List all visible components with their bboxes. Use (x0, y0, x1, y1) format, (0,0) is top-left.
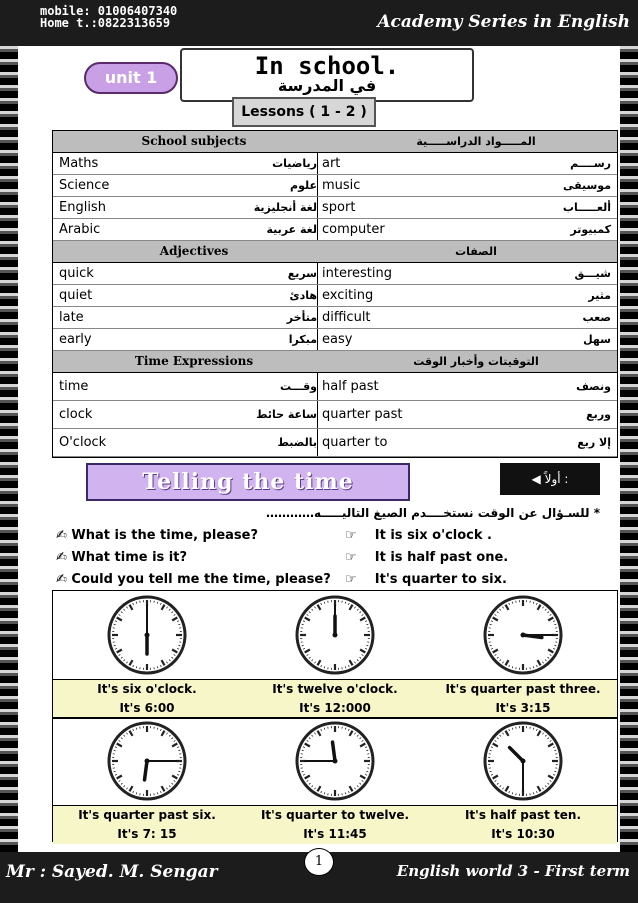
clock-caption: It's quarter past six. (53, 805, 241, 824)
section-title-en: Adjectives (159, 244, 229, 258)
english-word: late (59, 310, 84, 325)
series-title: Academy Series in English (377, 12, 630, 32)
english-word: difficult (317, 307, 371, 328)
telling-time-banner: Telling the time (86, 463, 410, 501)
section-header (53, 241, 617, 263)
clock-caption: It's quarter past three. (429, 679, 617, 698)
arabic-meaning: سريع (287, 267, 317, 280)
clock-digital-time: It's 6:00 (53, 698, 241, 718)
english-word: art (317, 153, 340, 174)
arabic-meaning: إلا ربع (577, 436, 611, 449)
vocab-row (53, 307, 617, 329)
home-number: Home t.:0822313659 (40, 16, 171, 30)
english-word: quarter to (317, 429, 387, 456)
clock-caption: It's twelve o'clock. (241, 679, 429, 698)
arabic-meaning: ساعة حائط (256, 408, 317, 421)
vocabulary-table (52, 130, 618, 458)
page-number: 1 (304, 848, 334, 876)
clock-digital-time: It's 12:000 (241, 698, 429, 718)
clock-caption: It's quarter to twelve. (241, 805, 429, 824)
arabic-meaning: لغة عربية (266, 223, 317, 236)
clock-face (429, 591, 617, 681)
clock-caption: It's six o'clock. (53, 679, 241, 698)
english-word: music (317, 175, 360, 196)
clock-digital-time: It's 7: 15 (53, 824, 241, 844)
clock-face (241, 591, 429, 681)
clock-grid (52, 590, 618, 842)
english-word: Science (59, 178, 110, 193)
arabic-meaning: موسيقى (562, 179, 611, 192)
vocab-row (53, 153, 617, 175)
pointer-icon: ✍ (56, 550, 72, 565)
vocab-row (53, 401, 617, 429)
arabic-meaning: مبكرا (288, 333, 317, 346)
arabic-meaning: شيـــق (574, 267, 611, 280)
clock-caption: It's half past ten. (429, 805, 617, 824)
arabic-meaning: علوم (290, 179, 317, 192)
clock-face (53, 717, 241, 807)
section-title-ar: التوقيتات وأخبار الوقت (413, 355, 539, 368)
left-border (0, 46, 18, 852)
english-word: O'clock (59, 435, 107, 450)
vocab-row (53, 285, 617, 307)
section-header (53, 131, 617, 153)
arabic-meaning: سهل (583, 333, 611, 346)
arabic-meaning: صعب (582, 311, 611, 324)
instruction: * للسـؤال عن الوقت نستخــــدم الصيغ التاليـــــه………… (266, 506, 600, 520)
english-word: sport (317, 197, 355, 218)
english-word: Maths (59, 156, 99, 171)
vocab-row (53, 373, 617, 401)
arabic-meaning: ونصف (576, 380, 611, 393)
unit-badge: unit 1 (84, 62, 178, 94)
hour-hand (145, 761, 147, 780)
section-title-en: School subjects (141, 134, 247, 148)
title-arabic: في المدرسة (277, 76, 377, 95)
footer-teacher: Mr : Sayed. M. Sengar (6, 862, 218, 882)
clock-center (333, 633, 338, 638)
clock-center (145, 759, 150, 764)
hour-hand (333, 742, 335, 761)
english-word: easy (317, 329, 352, 350)
clock-face (429, 717, 617, 807)
hand-pointer-icon: ☞ (345, 528, 375, 543)
section-header (53, 351, 617, 373)
clock-face (53, 591, 241, 681)
english-word: quick (59, 266, 94, 281)
title-box (180, 48, 474, 102)
arabic-meaning: رســــم (570, 157, 611, 170)
question-3: ✍ Could you tell me the time, please? (56, 572, 331, 587)
english-word: quiet (59, 288, 93, 303)
arabic-meaning: هادئ (289, 289, 317, 302)
arabic-meaning: مثير (588, 289, 611, 302)
english-word: interesting (317, 263, 392, 284)
english-word: quarter past (317, 401, 402, 428)
vocab-row (53, 197, 617, 219)
mobile-number: mobile: 01006407340 (40, 4, 178, 18)
hand-pointer-icon: ☞ (345, 572, 375, 587)
english-word: clock (59, 407, 93, 422)
arabic-meaning: متأخر (286, 311, 317, 324)
hand-pointer-icon: ☞ (345, 550, 375, 565)
pointer-icon: ✍ (56, 572, 72, 587)
vocab-row (53, 263, 617, 285)
arabic-meaning: بالضبط (277, 436, 317, 449)
section-title-ar: الصفات (455, 245, 497, 258)
vocab-row (53, 429, 617, 457)
question-2: ✍ What time is it? (56, 550, 188, 565)
clock-digital-time: It's 10:30 (429, 824, 617, 844)
english-word: half past (317, 373, 379, 400)
first-label-text: أولاً : (544, 472, 569, 486)
footer-book: English world 3 - First term (396, 862, 630, 880)
arabic-meaning: رياضيات (272, 157, 317, 170)
english-word: early (59, 332, 92, 347)
vocab-row (53, 175, 617, 197)
answer-3: ☞ It's quarter to six. (345, 572, 507, 587)
arabic-meaning: كمبيوتر (570, 223, 611, 236)
grid-divider (53, 717, 617, 719)
arabic-meaning: وقـــت (280, 380, 317, 393)
question-1: ✍ What is the time, please? (56, 528, 259, 543)
clock-digital-time: It's 3:15 (429, 698, 617, 718)
answer-1: ☞ It is six o'clock . (345, 528, 492, 543)
clock-center (145, 633, 150, 638)
arabic-meaning: ألعـــــاب (562, 201, 611, 214)
english-word: time (59, 379, 89, 394)
lessons-label: Lessons ( 1 - 2 ) (232, 97, 376, 127)
vocab-row (53, 329, 617, 351)
first-label (500, 463, 600, 495)
clock-center (333, 759, 338, 764)
section-title-en: Time Expressions (134, 354, 254, 368)
section-title-ar: المـــــواد الدراســـــية (416, 135, 536, 148)
english-word: Arabic (59, 222, 101, 237)
answer-2: ☞ It is half past one. (345, 550, 509, 565)
vocab-row (53, 219, 617, 241)
english-word: exciting (317, 285, 373, 306)
arabic-meaning: وربع (586, 408, 611, 421)
pointer-icon: ✍ (56, 528, 72, 543)
english-word: computer (317, 219, 385, 240)
clock-center (521, 633, 526, 638)
arrow-left-icon: ◀ (531, 472, 545, 486)
english-word: English (59, 200, 106, 215)
clock-center (521, 759, 526, 764)
contact-info (40, 5, 177, 29)
arabic-meaning: لغة أنجليزية (253, 201, 317, 214)
title-english: In school. (254, 52, 400, 80)
clock-digital-time: It's 11:45 (241, 824, 429, 844)
clock-face (241, 717, 429, 807)
right-border (620, 46, 638, 852)
